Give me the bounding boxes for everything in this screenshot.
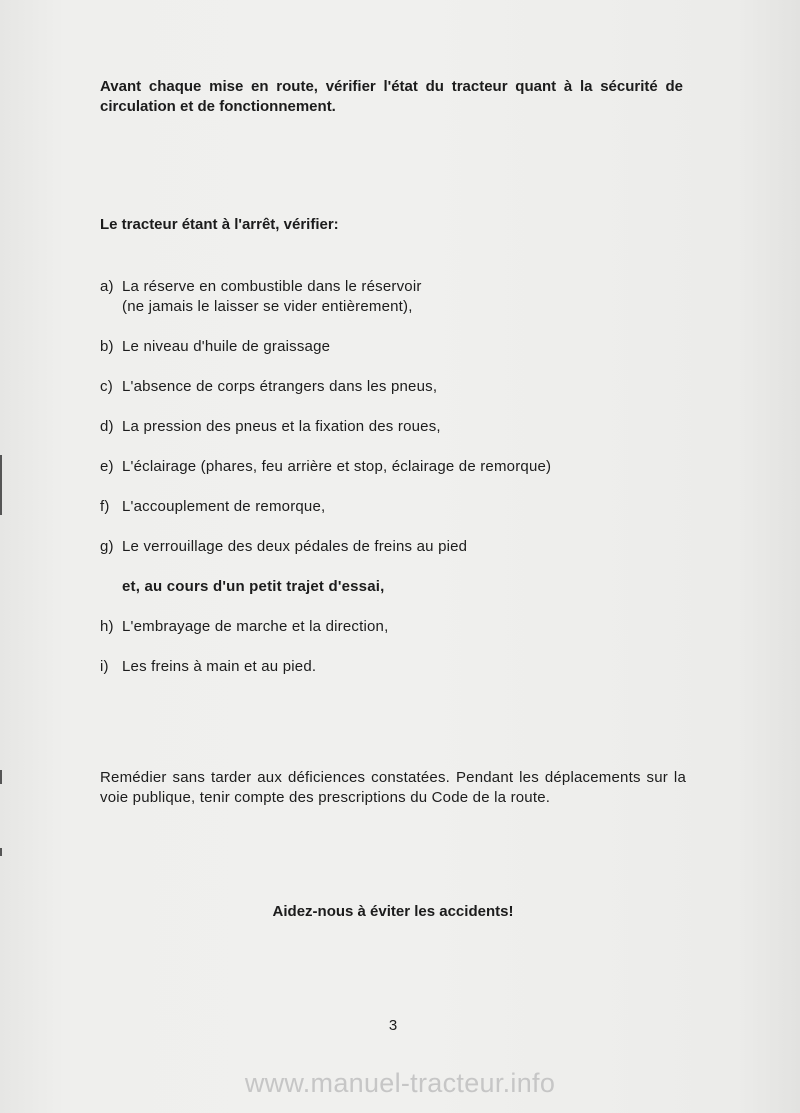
list-item-letter: b): [100, 338, 114, 355]
list-item: [100, 497, 700, 517]
checklist: [100, 277, 700, 697]
list-item-text: L'éclairage (phares, feu arrière et stop, éclairage de remorque): [122, 458, 552, 475]
closing-paragraph: Remédier sans tarder aux déficiences constatées. Pendant les déplacements sur la voie publique, tenir compte des prescriptions du Code de la route.: [100, 769, 686, 806]
list-item: [100, 277, 700, 317]
list-item-text: La pression des pneus et la fixation des roues,: [122, 418, 441, 435]
list-item: [100, 377, 700, 397]
website-watermark: www.manuel-tracteur.info: [244, 1068, 556, 1098]
page-number: 3: [388, 1017, 398, 1034]
list-item-text: L'absence de corps étrangers dans les pneus,: [122, 378, 438, 395]
list-item-text: La réserve en combustible dans le réservoir (ne jamais le laisser se vider entièrement),: [122, 278, 422, 315]
list-item-text: L'embrayage de marche et la direction,: [122, 618, 389, 635]
list-item: [100, 337, 700, 357]
page-edge-mark: [0, 848, 2, 856]
list-item-text: Les freins à main et au pied.: [122, 658, 317, 675]
list-item-text: L'accouplement de remorque,: [122, 498, 326, 515]
list-item: [100, 417, 700, 437]
list-item-letter: f): [100, 498, 110, 515]
list-item-text: Le niveau d'huile de graissage: [122, 338, 331, 355]
list-item-letter: a): [100, 278, 114, 295]
list-item-text: Le verrouillage des deux pédales de freins au pied: [122, 538, 468, 555]
intro-paragraph: Avant chaque mise en route, vérifier l'état du tracteur quant à la sécurité de circulation et de fonctionnement.: [100, 78, 683, 115]
list-item-letter: h): [100, 618, 114, 635]
list-item: [100, 457, 700, 477]
list-item-letter: c): [100, 378, 113, 395]
list-item-letter: g): [100, 538, 114, 555]
section-subheading: Le tracteur étant à l'arrêt, vérifier:: [100, 216, 339, 233]
safety-slogan: Aidez-nous à éviter les accidents!: [272, 903, 514, 920]
list-item: [100, 617, 700, 637]
trial-subheading: et, au cours d'un petit trajet d'essai,: [122, 578, 385, 595]
list-item-letter: i): [100, 658, 109, 675]
list-item-letter: e): [100, 458, 114, 475]
page-edge-mark: [0, 455, 2, 515]
page-edge-mark: [0, 770, 2, 784]
list-item: [100, 657, 700, 677]
list-item: [100, 537, 700, 557]
list-item-letter: d): [100, 418, 114, 435]
